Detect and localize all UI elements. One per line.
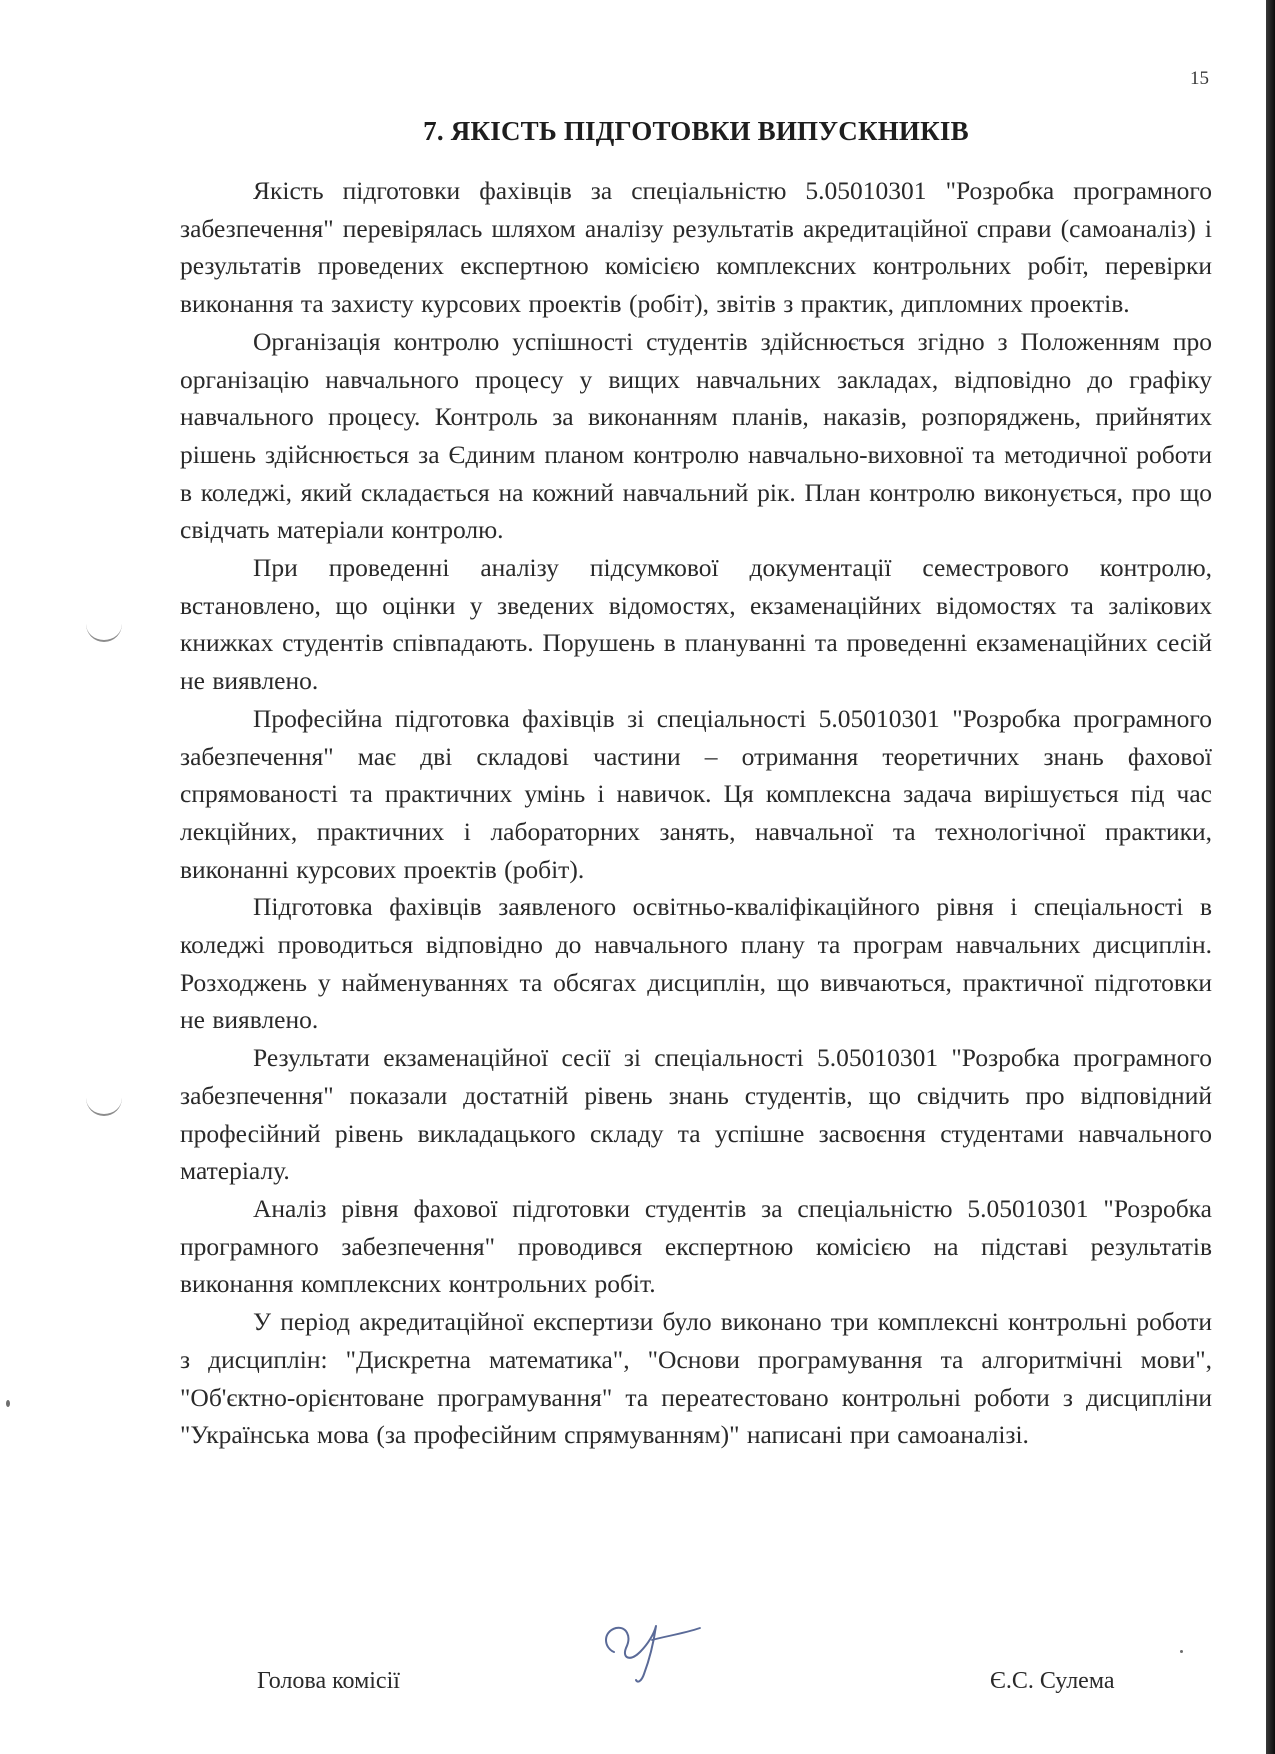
- page-number: 15: [1190, 68, 1209, 89]
- signatory-role: Голова комісії: [257, 1668, 400, 1694]
- paragraph: Результати екзаменаційної сесії зі спеціальності 5.05010301 "Розробка програмного забезпечення" показали достатній рівень знань студентів, що свідчить про відповідний професійний рівень викладацького складу та успішне засвоєння студентами навчального матеріалу.: [180, 1043, 1212, 1186]
- paragraph: Організація контролю успішності студентів здійснюється згідно з Положенням про організацію навчального процесу у вищих навчальних закладах, відповідно до графіку навчального процесу. Контроль за виконанням планів, наказів, розпоряджень, прийнятих рішень здійснюється за Єдиним планом контролю навчально-виховної та методичної роботи в коледжі, який складається на кожний навчальний рік. План контролю виконується, про що свідчать матеріали контролю.: [180, 326, 1212, 545]
- punch-hole-mark: [86, 618, 122, 642]
- paragraph: Професійна підготовка фахівців зі спеціальності 5.05010301 "Розробка програмного забезпечення" має дві складові частини – отримання теоретичних знань фахової спрямованості та практичних умінь і навичок. Ця комплексна задача вирішується під час лекційних, практичних і лабораторних занять, навчальної та технологічної практики, виконанні курсових проектів (робіт).: [180, 703, 1212, 884]
- scan-speck: [6, 1400, 10, 1407]
- body-text: [180, 172, 1212, 1454]
- paragraph: Якість підготовки фахівців за спеціальністю 5.05010301 "Розробка програмного забезпечення" перевірялась шляхом аналізу результатів акредитаційної справи (самоаналіз) і результатів проведених експертною комісією комплексних контрольних робіт, перевірки виконання та захисту курсових проектів (робіт), звітів з практик, дипломних проектів.: [180, 176, 1212, 319]
- signatory-name: Є.С. Сулема: [990, 1668, 1115, 1694]
- paragraph: Підготовка фахівців заявленого освітньо-кваліфікаційного рівня і спеціальності в коледжі проводиться відповідно до навчального плану та програм навчальних дисциплін. Розходжень у найменуваннях та обсягах дисциплін, що вивчаються, практичної підготовки не виявлено.: [180, 892, 1212, 1035]
- handwritten-signature: [596, 1618, 706, 1688]
- paragraph: Аналіз рівня фахової підготовки студентів за спеціальністю 5.05010301 "Розробка програмного забезпечення" проводився експертною комісією на підставі результатів виконання комплексних контрольних робіт.: [180, 1193, 1212, 1299]
- scan-edge: [1266, 0, 1275, 1754]
- paragraph: У період акредитаційної експертизи було виконано три комплексні контрольні роботи з дисциплін: "Дискретна математика", "Основи програмування та алгоритмічні мови", "Об'єктно-орієнтоване програмування" та переатестовано контрольні роботи з дисципліни "Українська мова (за професійним спрямуванням)" написані при самоаналізі.: [180, 1307, 1212, 1450]
- paragraph: При проведенні аналізу підсумкової документації семестрового контролю, встановлено, що оцінки у зведених відомостях, екзаменаційних відомостях та залікових книжках студентів співпадають. Порушень в плануванні та проведенні екзаменаційних сесій не виявлено.: [180, 553, 1212, 696]
- section-title: 7. ЯКІСТЬ ПІДГОТОВКИ ВИПУСКНИКІВ: [423, 116, 969, 146]
- scan-speck: [1180, 1650, 1183, 1653]
- punch-hole-mark: [86, 1092, 122, 1116]
